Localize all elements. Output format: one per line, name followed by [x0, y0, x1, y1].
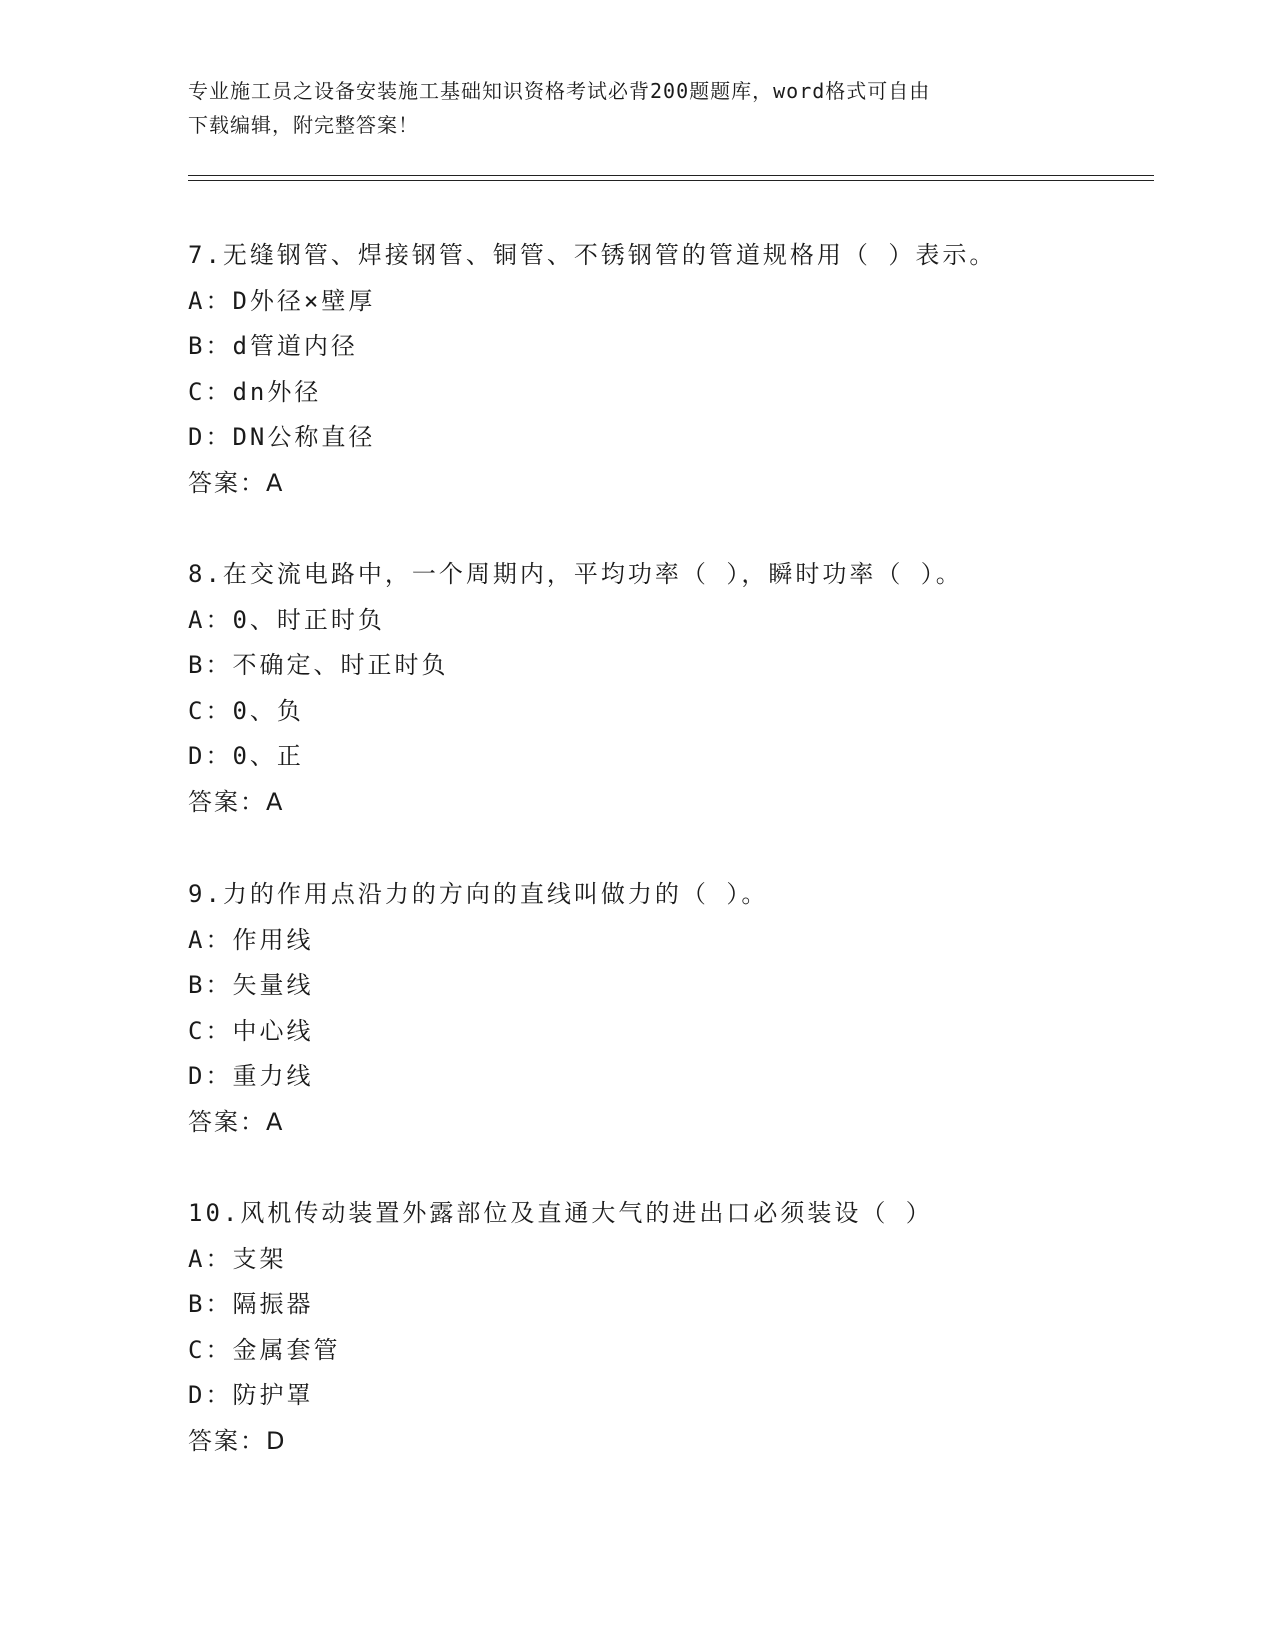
option-d: D：DN公称直径	[188, 423, 376, 451]
header-line-1: 专业施工员之设备安装施工基础知识资格考试必背200题题库，word格式可自由	[188, 79, 931, 103]
document-header	[188, 74, 1088, 142]
question-title: 8.在交流电路中，一个周期内，平均功率（ ），瞬时功率（ ）。	[188, 560, 963, 588]
question-10	[188, 1191, 1128, 1464]
answer-line: 答案：A	[188, 468, 285, 497]
option-b: B：不确定、时正时负	[188, 651, 449, 679]
option-d: D：0、正	[188, 742, 304, 770]
question-title: 9.力的作用点沿力的方向的直线叫做力的（ ）。	[188, 880, 769, 908]
option-a: A：0、时正时负	[188, 605, 385, 634]
option-c: C：金属套管	[188, 1335, 341, 1364]
question-9	[188, 872, 1128, 1145]
option-b: B：隔振器	[188, 1290, 314, 1318]
question-7	[188, 233, 1128, 506]
option-b: B：d管道内径	[188, 332, 358, 360]
option-c: C：0、负	[188, 696, 304, 725]
option-d: D：重力线	[188, 1062, 314, 1090]
option-b: B：矢量线	[188, 971, 314, 999]
option-a: A：作用线	[188, 925, 314, 954]
option-c: C：中心线	[188, 1016, 314, 1045]
option-c: C：dn外径	[188, 377, 322, 406]
header-line-2: 下载编辑，附完整答案！	[188, 113, 419, 137]
answer-line: 答案：A	[188, 787, 285, 816]
answer-line: 答案：A	[188, 1107, 285, 1136]
question-title: 10.风机传动装置外露部位及直通大气的进出口必须装设（ ）	[188, 1199, 933, 1227]
question-title: 7.无缝钢管、焊接钢管、铜管、不锈钢管的管道规格用（ ）表示。	[188, 241, 997, 269]
header-divider-top	[188, 175, 1154, 176]
answer-line: 答案：D	[188, 1426, 287, 1455]
header-divider-bottom	[188, 180, 1154, 181]
option-a: A：D外径×壁厚	[188, 286, 376, 315]
option-a: A：支架	[188, 1244, 287, 1273]
question-8	[188, 552, 1128, 825]
option-d: D：防护罩	[188, 1381, 314, 1409]
